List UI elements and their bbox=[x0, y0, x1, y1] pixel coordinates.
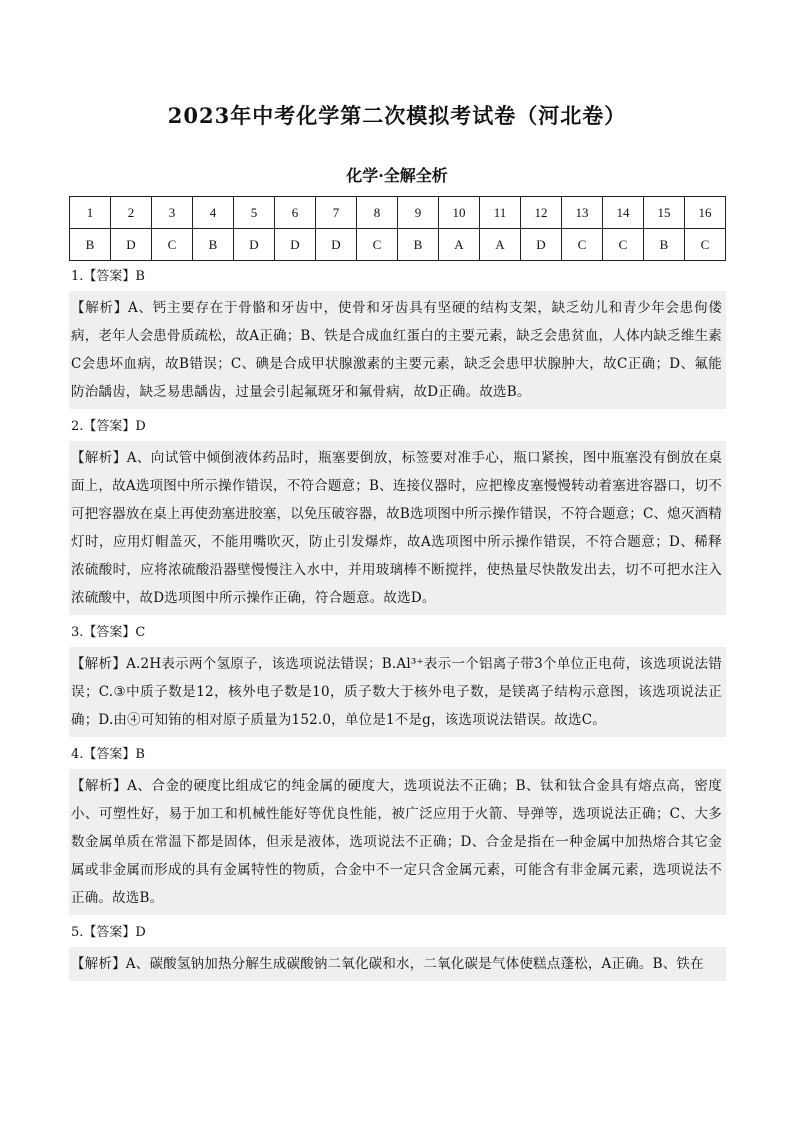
answer-label-q1: 1.【答案】B bbox=[71, 269, 145, 284]
page-subtitle: 化学·全解全析 bbox=[346, 166, 448, 185]
explanation-q5: 【解析】A、碳酸氢钠加热分解生成碳酸钠二氧化碳和水，二氧化碳是气体使糕点蓬松，A正确。B、铁在 bbox=[69, 947, 726, 981]
question-number-cell: 9 bbox=[398, 197, 439, 229]
answer-cell: D bbox=[111, 229, 152, 261]
question-number-cell: 4 bbox=[193, 197, 234, 229]
answer-cell: D bbox=[316, 229, 357, 261]
answer-label-q5: 5.【答案】D bbox=[71, 925, 146, 940]
answer-cell: C bbox=[562, 229, 603, 261]
explanation-q4: 【解析】A、合金的硬度比组成它的纯金属的硬度大，选项说法不正确；B、钛和钛合金具有熔点高，密度小、可塑性好，易于加工和机械性能好等优良性能，被广泛应用于火箭、导弹等，选项说法正确；C、大多数金属单质在常温下都是固体，但汞是液体，选项说法不正确；D、合金是指在一种金属中加热熔合其它金属或非金属而形成的具有金属特性的物质，合金中不一定只含金属元素，可能含有非金属元素，选项说法不正确。故选B。 bbox=[69, 769, 726, 915]
page-title: 2023年中考化学第二次模拟考试卷（河北卷） bbox=[167, 103, 627, 128]
question-number-cell: 7 bbox=[316, 197, 357, 229]
answer-cell: C bbox=[685, 229, 726, 261]
question-number-cell: 8 bbox=[357, 197, 398, 229]
answer-cell: D bbox=[234, 229, 275, 261]
answer-cell: B bbox=[70, 229, 111, 261]
question-number-cell: 5 bbox=[234, 197, 275, 229]
answer-label-q2: 2.【答案】D bbox=[71, 419, 146, 434]
solutions-section bbox=[69, 263, 726, 985]
question-number-cell: 15 bbox=[644, 197, 685, 229]
explanation-q3: 【解析】A.2H表示两个氢原子，该选项说法错误；B.Al³⁺表示一个铝离子带3个单位正电荷，该选项说法错误；C.③中质子数是12，核外电子数是10，质子数大于核外电子数，是镁离子结构示意图，该选项说法正确；D.由④可知铕的相对原子质量为152.0，单位是1不是g，该选项说法错误。故选C。 bbox=[69, 647, 726, 737]
explanation-q2: 【解析】A、向试管中倾倒液体药品时，瓶塞要倒放，标签要对准手心，瓶口紧挨，图中瓶塞没有倒放在桌面上，故A选项图中所示操作错误，不符合题意；B、连接仪器时，应把橡皮塞慢慢转动着塞进容器口，切不可把容器放在桌上再使劲塞进胶塞，以免压破容器，故B选项图中所示操作错误，不符合题意；C、熄灭酒精灯时，应用灯帽盖灭，不能用嘴吹灭，防止引发爆炸，故A选项图中所示操作错误，不符合题意；D、稀释浓硫酸时，应将浓硫酸沿器壁慢慢注入水中，并用玻璃棒不断搅拌，使热量尽快散发出去，切不可把水注入浓硫酸中，故D选项图中所示操作正确，符合题意。故选D。 bbox=[69, 441, 726, 615]
question-number-cell: 2 bbox=[111, 197, 152, 229]
question-number-cell: 11 bbox=[480, 197, 521, 229]
question-number-cell: 10 bbox=[439, 197, 480, 229]
answer-cell: C bbox=[603, 229, 644, 261]
answer-cell: D bbox=[275, 229, 316, 261]
question-number-cell: 13 bbox=[562, 197, 603, 229]
question-number-row bbox=[70, 197, 726, 229]
answer-row bbox=[70, 229, 726, 261]
question-number-cell: 16 bbox=[685, 197, 726, 229]
answer-cell: C bbox=[152, 229, 193, 261]
answer-cell: B bbox=[398, 229, 439, 261]
answer-label-q3: 3.【答案】C bbox=[71, 625, 146, 640]
answer-label-q4: 4.【答案】B bbox=[71, 747, 145, 762]
question-number-cell: 1 bbox=[70, 197, 111, 229]
answer-table bbox=[69, 196, 726, 261]
question-number-cell: 12 bbox=[521, 197, 562, 229]
question-number-cell: 6 bbox=[275, 197, 316, 229]
answer-cell: B bbox=[193, 229, 234, 261]
question-number-cell: 3 bbox=[152, 197, 193, 229]
answer-cell: B bbox=[644, 229, 685, 261]
answer-cell: A bbox=[480, 229, 521, 261]
explanation-q1: 【解析】A、钙主要存在于骨骼和牙齿中，使骨和牙齿具有坚硬的结构支架，缺乏幼儿和青少年会患佝偻病，老年人会患骨质疏松，故A正确；B、铁是合成血红蛋白的主要元素，缺乏会患贫血，人体内缺乏维生素C会患坏血病，故B错误；C、碘是合成甲状腺激素的主要元素，缺乏会患甲状腺肿大，故C正确；D、氟能防治龋齿，缺乏易患龋齿，过量会引起氟斑牙和氟骨病，故D正确。故选B。 bbox=[69, 291, 726, 409]
answer-cell: D bbox=[521, 229, 562, 261]
question-number-cell: 14 bbox=[603, 197, 644, 229]
answer-cell: C bbox=[357, 229, 398, 261]
answer-cell: A bbox=[439, 229, 480, 261]
